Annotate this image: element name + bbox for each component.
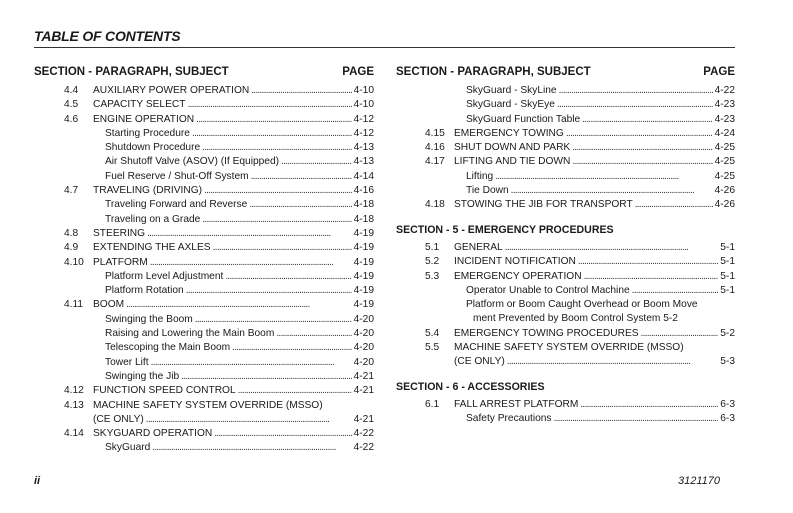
dot-leader <box>186 284 352 298</box>
toc-entry[interactable] <box>34 127 374 141</box>
toc-entry[interactable] <box>34 284 374 298</box>
dot-leader <box>204 184 352 198</box>
section-5-entry-list <box>396 241 735 370</box>
entry-number: 5.1 <box>425 241 440 253</box>
section-6-entry-list <box>396 398 735 427</box>
dot-leader <box>276 327 351 341</box>
entry-number: 4.4 <box>64 85 79 96</box>
dot-leader <box>281 155 352 169</box>
toc-entry[interactable] <box>396 355 735 369</box>
dot-leader <box>505 241 719 255</box>
entry-number: 6.1 <box>425 398 440 410</box>
entry-page: 5-1 <box>720 256 735 268</box>
toc-entry[interactable] <box>34 198 374 212</box>
dot-leader <box>507 355 719 369</box>
toc-entry[interactable] <box>34 98 374 112</box>
toc-entry[interactable] <box>34 241 374 255</box>
entry-page: 4-23 <box>714 113 735 125</box>
entry-page: 4-21 <box>353 370 374 382</box>
entry-page: 6-3 <box>720 398 735 410</box>
entry-number: 5.3 <box>425 270 440 282</box>
entry-page: 4-19 <box>353 242 374 254</box>
entry-number: 4.15 <box>425 127 445 139</box>
entry-page: 4-19 <box>353 270 374 282</box>
entry-title: EMERGENCY OPERATION <box>454 270 582 282</box>
dot-leader <box>641 327 719 341</box>
dot-leader <box>557 98 713 112</box>
entry-title: Raising and Lowering the Main Boom <box>105 328 275 340</box>
toc-entry[interactable] <box>34 84 374 98</box>
entry-number: 4.7 <box>64 185 79 197</box>
column-header-subject: SECTION - PARAGRAPH, SUBJECT <box>396 66 591 78</box>
dot-leader <box>495 170 712 184</box>
dot-leader <box>635 198 713 212</box>
entry-number: 4.10 <box>64 256 84 268</box>
entry-page: 4-23 <box>714 99 735 111</box>
entry-title: Fuel Reserve / Shut-Off System <box>105 170 249 182</box>
entry-page: 5-1 <box>720 241 735 253</box>
entry-page: 4-20 <box>353 313 374 325</box>
entry-title: EMERGENCY TOWING <box>454 127 564 139</box>
entry-number: 4.18 <box>425 199 445 211</box>
toc-entry[interactable] <box>34 441 374 455</box>
dot-leader <box>151 356 352 370</box>
entry-title: Lifting <box>466 170 494 182</box>
dot-leader <box>572 141 712 155</box>
toc-entry[interactable] <box>34 384 374 398</box>
title-divider <box>34 47 735 48</box>
entry-page: 4-13 <box>353 142 374 154</box>
dot-leader <box>181 370 351 384</box>
entry-title: Air Shutoff Valve (ASOV) (If Equipped) <box>105 156 280 168</box>
entry-title: LIFTING AND TIE DOWN <box>454 156 571 168</box>
entry-page: 4-24 <box>714 127 735 139</box>
entry-page: 4-14 <box>353 170 374 182</box>
toc-entry[interactable] <box>34 370 374 384</box>
entry-number: 5.2 <box>425 256 440 268</box>
dot-leader <box>152 441 351 455</box>
toc-entry[interactable] <box>34 184 374 198</box>
entry-page: 5-3 <box>720 356 735 368</box>
toc-entry[interactable] <box>396 141 735 155</box>
entry-title: Swinging the Boom <box>105 313 193 325</box>
entry-number: 4.6 <box>64 113 79 125</box>
entry-page: 4-10 <box>353 99 374 111</box>
dot-leader <box>251 170 352 184</box>
toc-entry[interactable] <box>34 141 374 155</box>
right-column-header <box>396 64 735 80</box>
dot-leader <box>202 213 351 227</box>
entry-title: (CE ONLY) <box>454 356 505 368</box>
entry-title: SkyGuard - SkyEye <box>466 99 555 111</box>
entry-title: Traveling on a Grade <box>105 213 201 225</box>
entry-page: 4-21 <box>353 385 374 397</box>
entry-title: Platform Rotation <box>105 285 184 297</box>
entry-page: 5-1 <box>720 284 735 296</box>
toc-entry[interactable] <box>396 241 735 255</box>
toc-entry[interactable] <box>34 427 374 441</box>
toc-right-column <box>396 64 735 427</box>
dot-leader <box>632 284 719 298</box>
toc-entry[interactable] <box>34 256 374 270</box>
right-entry-list <box>396 84 735 213</box>
toc-entry[interactable] <box>34 298 374 312</box>
toc-entry[interactable] <box>34 113 374 127</box>
document-number: 3121170 <box>678 475 721 487</box>
toc-entry[interactable] <box>34 413 374 427</box>
entry-page: 4-25 <box>714 170 735 182</box>
dot-leader <box>249 198 351 212</box>
entry-title: CAPACITY SELECT <box>93 99 186 111</box>
toc-entry[interactable] <box>34 399 374 413</box>
entry-page: 4-25 <box>714 156 735 168</box>
page-title: TABLE OF CONTENTS <box>34 28 181 44</box>
entry-title: Tie Down <box>466 185 509 197</box>
toc-entry[interactable] <box>396 155 735 169</box>
entry-title: (CE ONLY) <box>93 413 144 425</box>
toc-entry[interactable] <box>396 284 735 298</box>
entry-page: 4-20 <box>353 328 374 340</box>
entry-title: ment Prevented by Boom Control System 5-2 <box>473 313 678 325</box>
entry-number: 4.8 <box>64 227 79 239</box>
toc-entry[interactable] <box>396 312 735 326</box>
entry-title: EMERGENCY TOWING PROCEDURES <box>454 327 639 339</box>
dot-leader <box>195 313 352 327</box>
dot-leader <box>187 98 351 112</box>
entry-title: Operator Unable to Control Machine <box>466 284 630 296</box>
toc-entry[interactable] <box>34 155 374 169</box>
toc-entry[interactable] <box>396 412 735 426</box>
dot-leader <box>572 155 712 169</box>
dot-leader <box>150 256 352 270</box>
entry-title: STEERING <box>93 227 146 239</box>
entry-page: 6-3 <box>720 413 735 425</box>
dot-leader <box>578 255 718 269</box>
dot-leader <box>559 84 713 98</box>
toc-entry[interactable] <box>34 313 374 327</box>
entry-page: 4-12 <box>353 113 374 125</box>
dot-leader <box>213 241 352 255</box>
toc-entry[interactable] <box>34 356 374 370</box>
entry-page: 5-1 <box>720 270 735 282</box>
toc-entry[interactable] <box>34 170 374 184</box>
toc-entry[interactable] <box>396 98 735 112</box>
entry-page: 4-22 <box>714 85 735 96</box>
entry-number: 4.11 <box>64 299 84 311</box>
page-number: ii <box>34 475 41 487</box>
entry-number: 5.4 <box>425 327 440 339</box>
entry-number: 4.12 <box>64 385 84 397</box>
entry-title: INCIDENT NOTIFICATION <box>454 256 576 268</box>
entry-page: 4-19 <box>353 227 374 239</box>
entry-title: ENGINE OPERATION <box>93 113 195 125</box>
entry-title: Telescoping the Main Boom <box>105 342 231 354</box>
entry-title: MACHINE SAFETY SYSTEM OVERRIDE (MSSO) <box>93 399 323 411</box>
toc-entry[interactable] <box>396 270 735 284</box>
dot-leader <box>146 413 352 427</box>
section-6-heading: SECTION - 6 - ACCESSORIES <box>396 380 545 393</box>
entry-title: EXTENDING THE AXLES <box>93 242 211 254</box>
toc-entry[interactable] <box>396 113 735 127</box>
toc-left-column <box>34 64 374 456</box>
toc-entry[interactable] <box>396 255 735 269</box>
dot-leader <box>554 412 719 426</box>
entry-page: 4-20 <box>353 342 374 354</box>
dot-leader <box>214 427 351 441</box>
entry-title: SKYGUARD OPERATION <box>93 428 213 440</box>
column-header-page: PAGE <box>703 66 735 78</box>
dot-leader <box>566 127 713 141</box>
dot-leader <box>196 113 351 127</box>
dot-leader <box>225 270 351 284</box>
entry-title: TRAVELING (DRIVING) <box>93 185 203 197</box>
entry-page: 4-19 <box>353 285 374 297</box>
entry-title: Shutdown Procedure <box>105 142 201 154</box>
dot-leader <box>238 384 352 398</box>
toc-entry[interactable] <box>396 398 735 412</box>
entry-number: 4.9 <box>64 242 79 254</box>
dot-leader <box>511 184 713 198</box>
entry-page: 4-22 <box>353 428 374 440</box>
entry-page: 4-25 <box>714 142 735 154</box>
toc-entry[interactable] <box>396 127 735 141</box>
entry-title: SHUT DOWN AND PARK <box>454 142 571 154</box>
toc-entry[interactable] <box>396 327 735 341</box>
entry-title: Traveling Forward and Reverse <box>105 199 248 211</box>
entry-title: Starting Procedure <box>105 127 190 139</box>
left-entry-list <box>34 84 374 456</box>
dot-leader <box>584 270 719 284</box>
toc-entry[interactable] <box>34 341 374 355</box>
entry-title: Safety Precautions <box>466 413 552 425</box>
dot-leader <box>126 298 351 312</box>
toc-entry[interactable] <box>396 198 735 212</box>
dot-leader <box>582 113 712 127</box>
entry-number: 4.14 <box>64 428 84 440</box>
entry-page: 4-19 <box>353 299 374 311</box>
entry-title: BOOM <box>93 299 125 311</box>
dot-leader <box>580 398 718 412</box>
entry-title: Platform or Boom Caught Overhead or Boom Move <box>466 299 698 311</box>
entry-title: SkyGuard <box>105 442 151 454</box>
left-column-header <box>34 64 374 80</box>
toc-entry[interactable] <box>396 298 735 312</box>
entry-title: GENERAL <box>454 241 503 253</box>
toc-entry[interactable] <box>34 227 374 241</box>
toc-entry[interactable] <box>396 184 735 198</box>
dot-leader <box>147 227 352 241</box>
entry-number: 5.5 <box>425 342 440 354</box>
entry-title: Swinging the Jib <box>105 370 180 382</box>
entry-title: FUNCTION SPEED CONTROL <box>93 385 236 397</box>
entry-page: 4-16 <box>353 185 374 197</box>
entry-title: MACHINE SAFETY SYSTEM OVERRIDE (MSSO) <box>454 342 684 354</box>
entry-number: 4.5 <box>64 99 79 111</box>
entry-number: 4.13 <box>64 399 84 411</box>
toc-entry[interactable] <box>396 341 735 355</box>
dot-leader <box>202 141 351 155</box>
entry-page: 4-21 <box>353 413 374 425</box>
entry-page: 4-19 <box>353 256 374 268</box>
entry-title: Platform Level Adjustment <box>105 270 224 282</box>
column-header-subject: SECTION - PARAGRAPH, SUBJECT <box>34 66 229 78</box>
entry-page: 4-10 <box>353 85 374 96</box>
toc-entry[interactable] <box>396 84 735 98</box>
entry-page: 4-18 <box>353 213 374 225</box>
column-header-page: PAGE <box>342 66 374 78</box>
entry-number: 4.17 <box>425 156 445 168</box>
entry-title: STOWING THE JIB FOR TRANSPORT <box>454 199 633 211</box>
entry-page: 4-18 <box>353 199 374 211</box>
dot-leader <box>232 341 351 355</box>
section-5-heading: SECTION - 5 - EMERGENCY PROCEDURES <box>396 223 614 236</box>
entry-page: 4-26 <box>714 199 735 211</box>
toc-entry[interactable] <box>34 327 374 341</box>
entry-number: 4.16 <box>425 142 445 154</box>
toc-entry[interactable] <box>396 170 735 184</box>
toc-entry[interactable] <box>34 213 374 227</box>
entry-page: 4-26 <box>714 185 735 197</box>
entry-page: 4-20 <box>353 356 374 368</box>
dot-leader <box>192 127 352 141</box>
entry-title: SkyGuard - SkyLine <box>466 85 557 96</box>
entry-title: SkyGuard Function Table <box>466 113 581 125</box>
entry-page: 5-2 <box>720 327 735 339</box>
toc-entry[interactable] <box>34 270 374 284</box>
entry-title: PLATFORM <box>93 256 148 268</box>
entry-page: 4-13 <box>353 156 374 168</box>
entry-title: Tower Lift <box>105 356 149 368</box>
dot-leader <box>251 84 351 98</box>
entry-title: FALL ARREST PLATFORM <box>454 398 579 410</box>
entry-page: 4-22 <box>353 442 374 454</box>
entry-page: 4-12 <box>353 127 374 139</box>
entry-title: AUXILIARY POWER OPERATION <box>93 85 250 96</box>
